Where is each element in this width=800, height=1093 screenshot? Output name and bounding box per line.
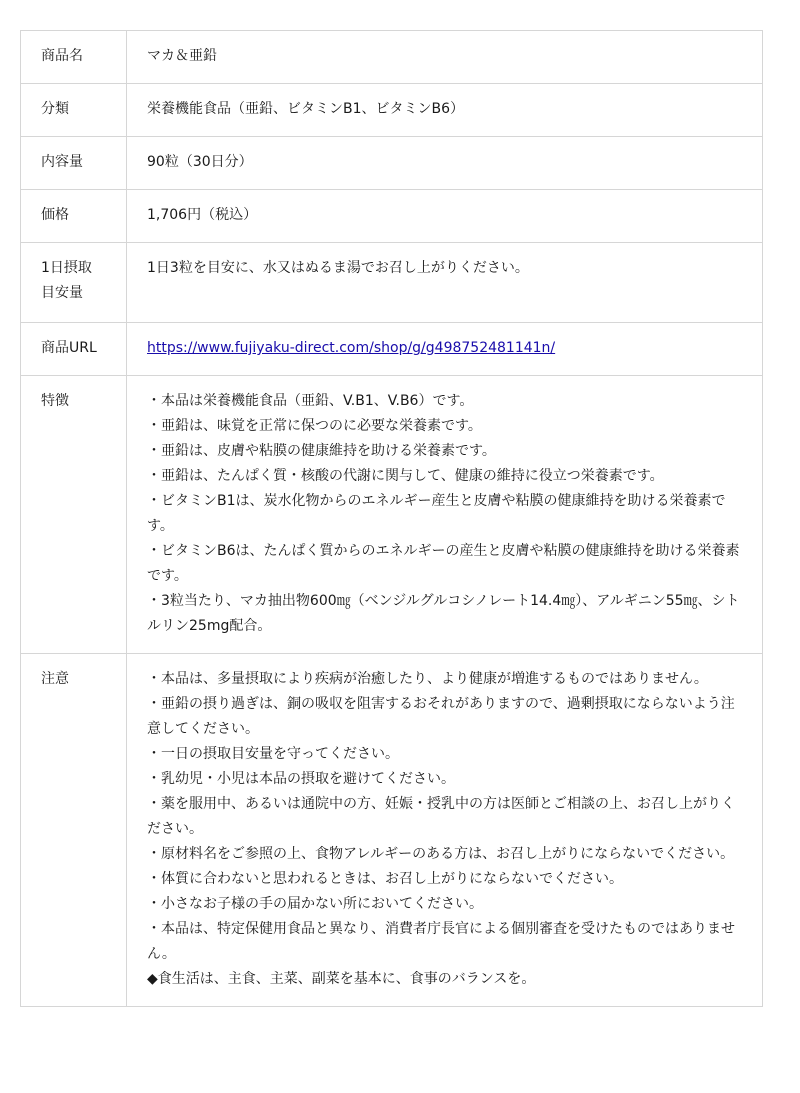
caution-item: ・小さなお子様の手の届かない所においてください。 [147,896,483,912]
caution-item: ・本品は、多量摂取により疾病が治癒したり、より健康が増進するものではありません。 [147,671,708,687]
row-contents [21,137,763,190]
value-product-url [127,323,763,376]
caution-item: ・亜鉛の摂り過ぎは、銅の吸収を阻害するおそれがありますので、過剰摂取にならないよう注意してください。 [147,696,735,737]
caution-item: ・乳幼児・小児は本品の摂取を避けてください。 [147,771,455,787]
label-product-name: 商品名 [21,31,127,84]
product-url-link[interactable]: https://www.fujiyaku-direct.com/shop/g/g498752481141n/ [147,340,556,356]
row-features [21,376,763,654]
feature-item: ・亜鉛は、皮膚や粘膜の健康維持を助ける栄養素です。 [147,443,496,459]
row-price [21,190,763,243]
label-daily-intake [21,243,127,323]
caution-item: ◆食生活は、主食、主菜、副菜を基本に、食事のバランスを。 [147,971,536,987]
row-category [21,84,763,137]
label-cautions: 注意 [21,654,127,1007]
value-product-name: マカ＆亜鉛 [127,31,763,84]
caution-item: ・一日の摂取目安量を守ってください。 [147,746,399,762]
label-features: 特徴 [21,376,127,654]
row-product-name [21,31,763,84]
label-daily-intake-line: 1日摂取 [41,260,92,276]
label-product-url: 商品URL [21,323,127,376]
label-category: 分類 [21,84,127,137]
caution-item: ・薬を服用中、あるいは通院中の方、妊娠・授乳中の方は医師とご相談の上、お召し上がりください。 [147,796,735,837]
value-cautions [127,654,763,1007]
feature-item: ・3粒当たり、マカ抽出物600㎎（ベンジルグルコシノレート14.4㎎）、アルギニン55㎎、シトルリン25mg配合。 [147,593,740,634]
value-category: 栄養機能食品（亜鉛、ビタミンB1、ビタミンB6） [127,84,763,137]
value-features [127,376,763,654]
feature-item: ・ビタミンB1は、炭水化物からのエネルギー産生と皮膚や粘膜の健康維持を助ける栄養素です。 [147,493,726,534]
caution-item: ・原材料名をご参照の上、食物アレルギーのある方は、お召し上がりにならないでください。 [147,846,735,862]
feature-item: ・亜鉛は、味覚を正常に保つのに必要な栄養素です。 [147,418,482,434]
product-spec-table [20,30,763,1007]
product-spec-table-container [20,30,762,1007]
caution-item: ・本品は、特定保健用食品と異なり、消費者庁長官による個別審査を受けたものではありません。 [147,921,735,962]
value-contents: 90粒（30日分） [127,137,763,190]
feature-item: ・ビタミンB6は、たんぱく質からのエネルギーの産生と皮膚や粘膜の健康維持を助ける栄養素です。 [147,543,740,584]
feature-item: ・本品は栄養機能食品（亜鉛、V.B1、V.B6）です。 [147,393,474,409]
caution-item: ・体質に合わないと思われるときは、お召し上がりにならないでください。 [147,871,623,887]
label-daily-intake-line: 目安量 [41,285,83,301]
value-price: 1,706円（税込） [127,190,763,243]
feature-item: ・亜鉛は、たんぱく質・核酸の代謝に関与して、健康の維持に役立つ栄養素です。 [147,468,664,484]
label-contents: 内容量 [21,137,127,190]
row-daily-intake [21,243,763,323]
value-daily-intake: 1日3粒を目安に、水又はぬるま湯でお召し上がりください。 [127,243,763,323]
row-product-url [21,323,763,376]
row-cautions [21,654,763,1007]
label-price: 価格 [21,190,127,243]
